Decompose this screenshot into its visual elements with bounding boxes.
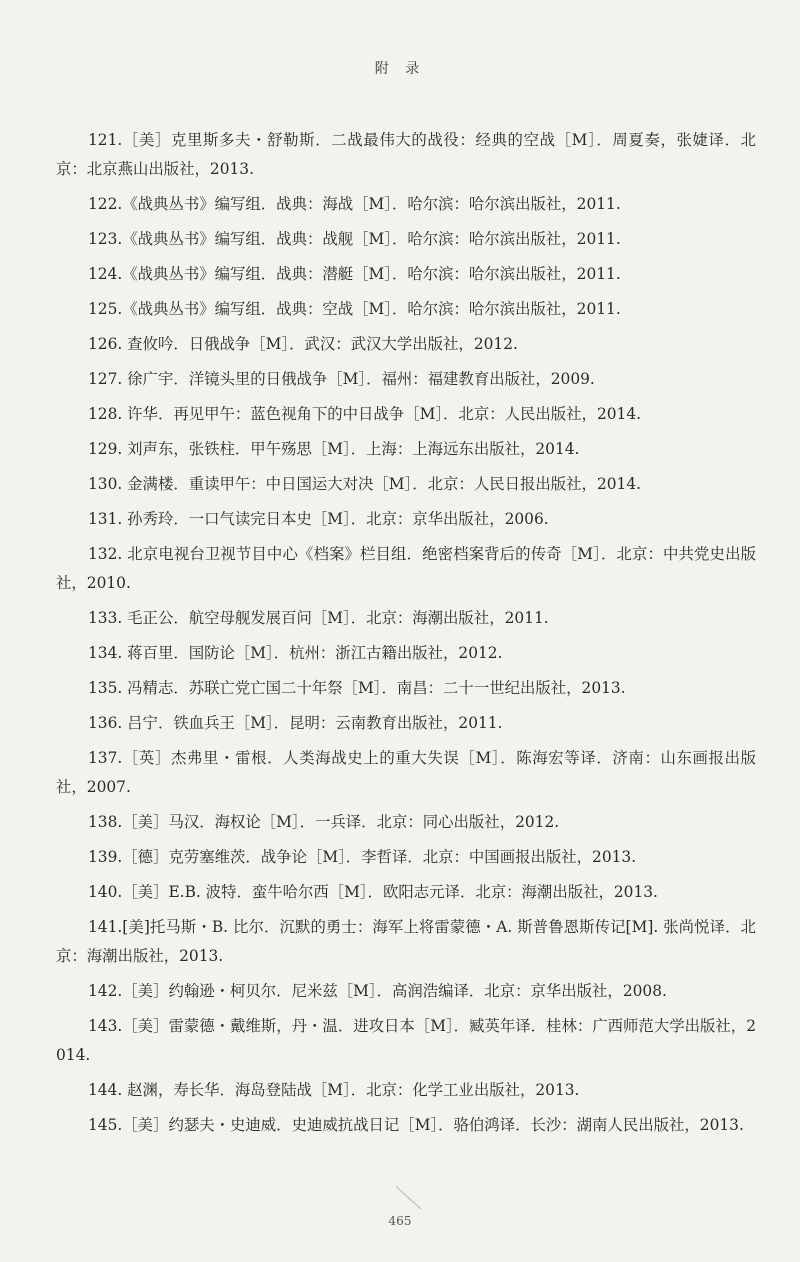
reference-139: 139.［德］克劳塞维茨．战争论［M］．李哲译．北京：中国画报出版社，2013. <box>88 848 637 866</box>
reference-121: 121.［美］克里斯多夫・舒勒斯．二战最伟大的战役：经典的空战［M］．周夏奏，张婕译．北京：北京燕山出版社，2013. <box>56 131 756 178</box>
reference-132: 132. 北京电视台卫视节目中心《档案》栏目组．绝密档案背后的传奇［M］．北京：中共党史出版社，2010. <box>56 545 756 592</box>
reference-136: 136. 吕宁．铁血兵王［M］．昆明：云南教育出版社，2011. <box>88 714 503 732</box>
reference-126: 126. 查攸吟．日俄战争［M］．武汉：武汉大学出版社，2012. <box>88 335 518 353</box>
reference-131: 131. 孙秀玲．一口气读完日本史［M］．北京：京华出版社，2006. <box>88 510 549 528</box>
reference-124: 124.《战典丛书》编写组．战典：潜艇［M］．哈尔滨：哈尔滨出版社，2011. <box>88 265 621 283</box>
reference-list <box>56 126 756 1146</box>
reference-143: 143.［美］雷蒙德・戴维斯，丹・温．进攻日本［M］．臧英年译．桂林：广西师范大学出版社，2014. <box>56 1017 756 1064</box>
reference-144: 144. 赵渊，寿长华．海岛登陆战［M］．北京：化学工业出版社，2013. <box>88 1081 580 1099</box>
reference-133: 133. 毛正公．航空母舰发展百问［M］．北京：海潮出版社，2011. <box>88 609 549 627</box>
paper-scuff-mark <box>396 1186 422 1209</box>
reference-125: 125.《战典丛书》编写组．战典：空战［M］．哈尔滨：哈尔滨出版社，2011. <box>88 300 621 318</box>
reference-145: 145.［美］约瑟夫・史迪威．史迪威抗战日记［M］．骆伯鸿译．长沙：湖南人民出版社，2013. <box>88 1116 744 1134</box>
reference-138: 138.［美］马汉．海权论［M］．一兵译．北京：同心出版社，2012. <box>88 813 560 831</box>
running-header: 附 录 <box>374 61 426 77</box>
reference-142: 142.［美］约翰逊・柯贝尔．尼米兹［M］．高润浩编译．北京：京华出版社，2008. <box>88 982 667 1000</box>
reference-123: 123.《战典丛书》编写组．战典：战舰［M］．哈尔滨：哈尔滨出版社，2011. <box>88 230 621 248</box>
reference-134: 134. 蒋百里．国防论［M］．杭州：浙江古籍出版社，2012. <box>88 644 503 662</box>
reference-141: 141.[美]托马斯・B. 比尔．沉默的勇士：海军上将雷蒙德・A. 斯普鲁恩斯传记[M]. 张尚悦译．北京：海潮出版社，2013. <box>56 918 756 965</box>
reference-130: 130. 金满楼．重读甲午：中日国运大对决［M］．北京：人民日报出版社，2014. <box>88 475 641 493</box>
reference-129: 129. 刘声东，张铁柱．甲午殇思［M］．上海：上海远东出版社，2014. <box>88 440 580 458</box>
reference-122: 122.《战典丛书》编写组．战典：海战［M］．哈尔滨：哈尔滨出版社，2011. <box>88 195 621 213</box>
reference-140: 140.［美］E.B. 波特．蛮牛哈尔西［M］．欧阳志元译．北京：海潮出版社，2013. <box>88 883 658 901</box>
reference-128: 128. 许华．再见甲午：蓝色视角下的中日战争［M］．北京：人民出版社，2014. <box>88 405 641 423</box>
reference-135: 135. 冯精志．苏联亡党亡国二十年祭［M］．南昌：二十一世纪出版社，2013. <box>88 679 626 697</box>
reference-127: 127. 徐广宇．洋镜头里的日俄战争［M］．福州：福建教育出版社，2009. <box>88 370 595 388</box>
reference-137: 137.［英］杰弗里・雷根．人类海战史上的重大失误［M］．陈海宏等译．济南：山东画报出版社，2007. <box>56 749 756 796</box>
page-number: 465 <box>388 1214 412 1228</box>
